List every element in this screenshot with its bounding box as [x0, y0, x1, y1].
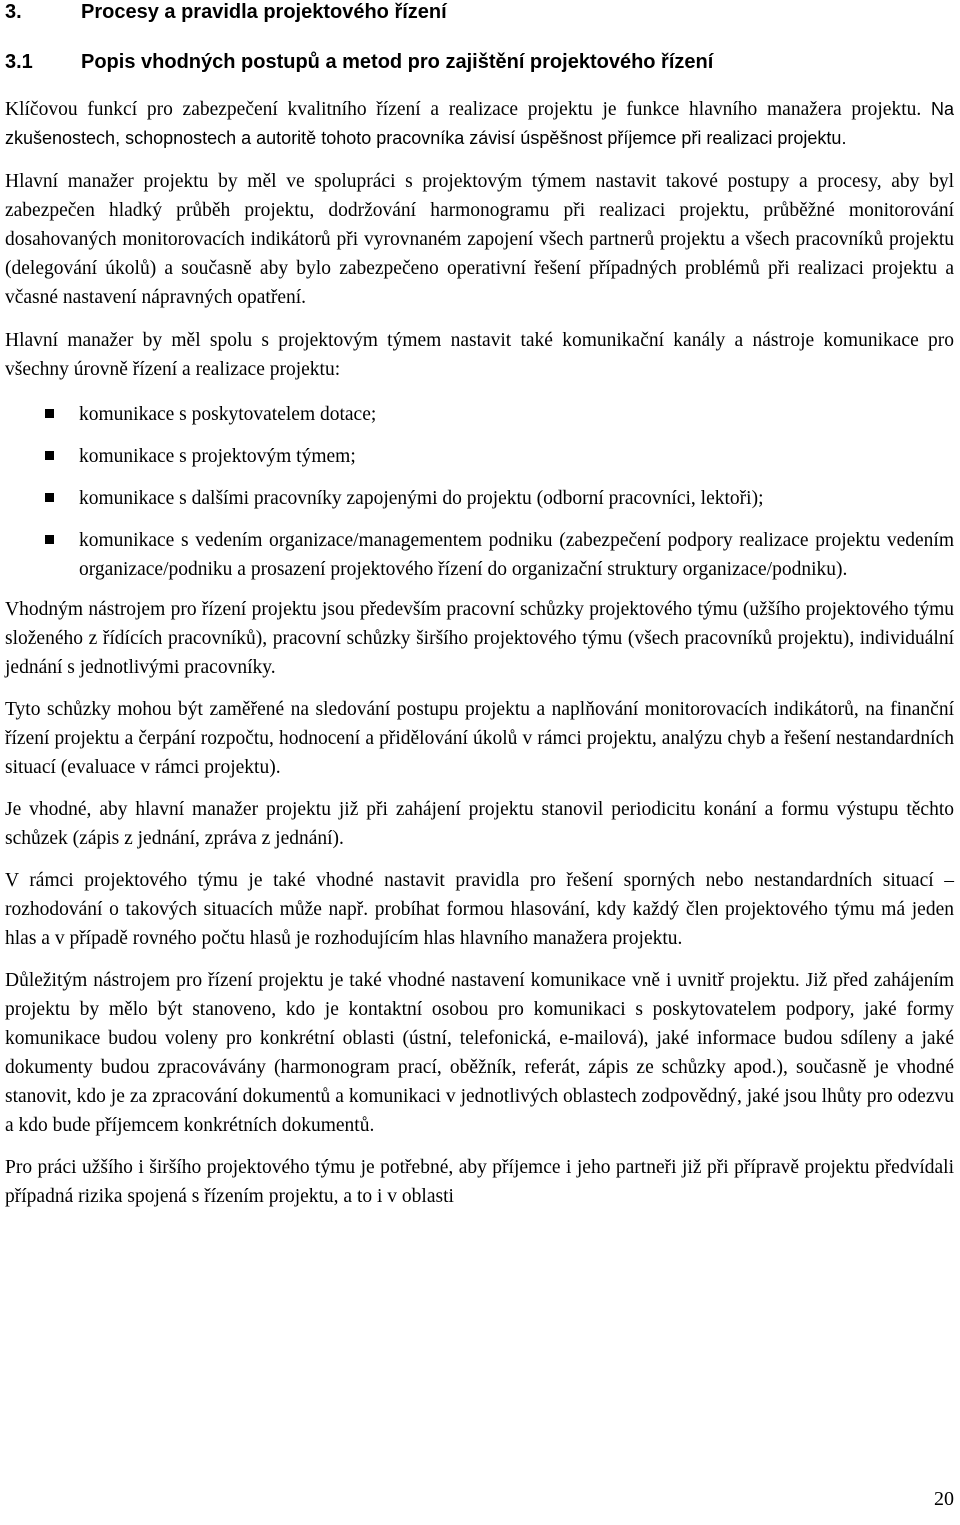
paragraph: Důležitým nástrojem pro řízení projektu je také vhodné nastavení komunikace vně i uvnitř projektu. Již před zahájením projektu by mělo být stanoveno, kdo je kontaktní osobou pro komunikaci s poskytovatelem podpory, jaké formy komunikace budou voleny pro konkrétní oblasti (ústní, telefonická, e-mailová), jaké informace budou sdíleny a jaké dokumenty budou zpracovávány (harmonogram prací, oběžník, referát, zápis ze schůzky apod.), současně je vhodné stanovit, kdo je za zpracování dokumentů a komunikaci v jednotlivých oblastech zodpovědný, jaké jsou lhůty pro odezvu a kdo bude příjemcem konkrétních dokumentů. [5, 970, 954, 1136]
subsection-number: 3.1 [5, 51, 33, 73]
subsection-heading [5, 50, 954, 74]
intro-paragraph [5, 95, 954, 153]
intro-serif-text: Klíčovou funkcí pro zabezpečení kvalitního řízení a realizace projektu je funkce hlavního manažera projektu. [5, 99, 922, 120]
list-item-text: komunikace s poskytovatelem dotace; [79, 404, 377, 425]
bullet-list [5, 400, 954, 584]
bullet-square-icon [45, 535, 54, 544]
list-item [5, 526, 954, 584]
paragraph: Vhodným nástrojem pro řízení projektu jsou především pracovní schůzky projektového týmu (užšího projektového týmu složeného z řídících pracovníků), pracovní schůzky širšího projektového týmu (všech pracovníků projektu), individuální jednání s jednotlivými pracovníky. [5, 599, 954, 678]
bullet-square-icon [45, 451, 54, 460]
list-item [5, 484, 954, 513]
intro-sans-text: Na zkušenostech, schopnostech a autoritě tohoto pracovníka závisí úspěšnost příjemce při realizaci projektu. [5, 99, 954, 148]
section-heading [5, 0, 954, 24]
paragraph: V rámci projektového týmu je také vhodné nastavit pravidla pro řešení sporných nebo nestandardních situací – rozhodování o takových situacích může např. probíhat formou hlasování, kdy každý člen projektového týmu má jeden hlas a v případě rovného počtu hlasů je rozhodujícím hlas hlavního manažera projektu. [5, 870, 954, 949]
list-item [5, 442, 954, 471]
section-number: 3. [5, 1, 22, 23]
bullet-square-icon [45, 493, 54, 502]
paragraph: Pro práci užšího i širšího projektového týmu je potřebné, aby příjemce i jeho partneři již při přípravě projektu předvídali případná rizika spojená s řízením projektu, a to i v oblasti [5, 1157, 954, 1207]
section-title: Procesy a pravidla projektového řízení [81, 1, 447, 23]
list-item-text: komunikace s vedením organizace/managementem podniku (zabezpečení podpory realizace projektu vedením organizace/podniku a prosazení projektového řízení do organizační struktury organizace/podniku). [79, 530, 954, 580]
list-item [5, 400, 954, 429]
list-item-text: komunikace s projektovým týmem; [79, 446, 356, 467]
paragraph: Hlavní manažer projektu by měl ve spolupráci s projektovým týmem nastavit takové postupy a procesy, aby byl zabezpečen hladký průběh projektu, dodržování harmonogramu při realizaci projektu, průběžné monitorování dosahovaných monitorovacích indikátorů při vyrovnaném zapojení všech partnerů projektu a všech pracovníků projektu (delegování úkolů) a současně aby bylo zabezpečeno operativní řešení případných problémů při realizaci projektu a včasné nastavení nápravných opatření. [5, 171, 954, 308]
paragraph: Hlavní manažer by měl spolu s projektovým týmem nastavit také komunikační kanály a nástroje komunikace pro všechny úrovně řízení a realizace projektu: [5, 330, 954, 380]
bullet-square-icon [45, 409, 54, 418]
paragraph: Je vhodné, aby hlavní manažer projektu již při zahájení projektu stanovil periodicitu konání a formu výstupu těchto schůzek (zápis z jednání, zpráva z jednání). [5, 799, 954, 849]
page-number: 20 [934, 1488, 954, 1510]
subsection-title: Popis vhodných postupů a metod pro zajištění projektového řízení [81, 51, 714, 73]
paragraph: Tyto schůzky mohou být zaměřené na sledování postupu projektu a naplňování monitorovacích indikátorů, na finanční řízení projektu a čerpání rozpočtu, hodnocení a přidělování úkolů v rámci projektu, analýzu chyb a řešení nestandardních situací (evaluace v rámci projektu). [5, 699, 954, 778]
list-item-text: komunikace s dalšími pracovníky zapojenými do projektu (odborní pracovníci, lektoři); [79, 488, 764, 509]
